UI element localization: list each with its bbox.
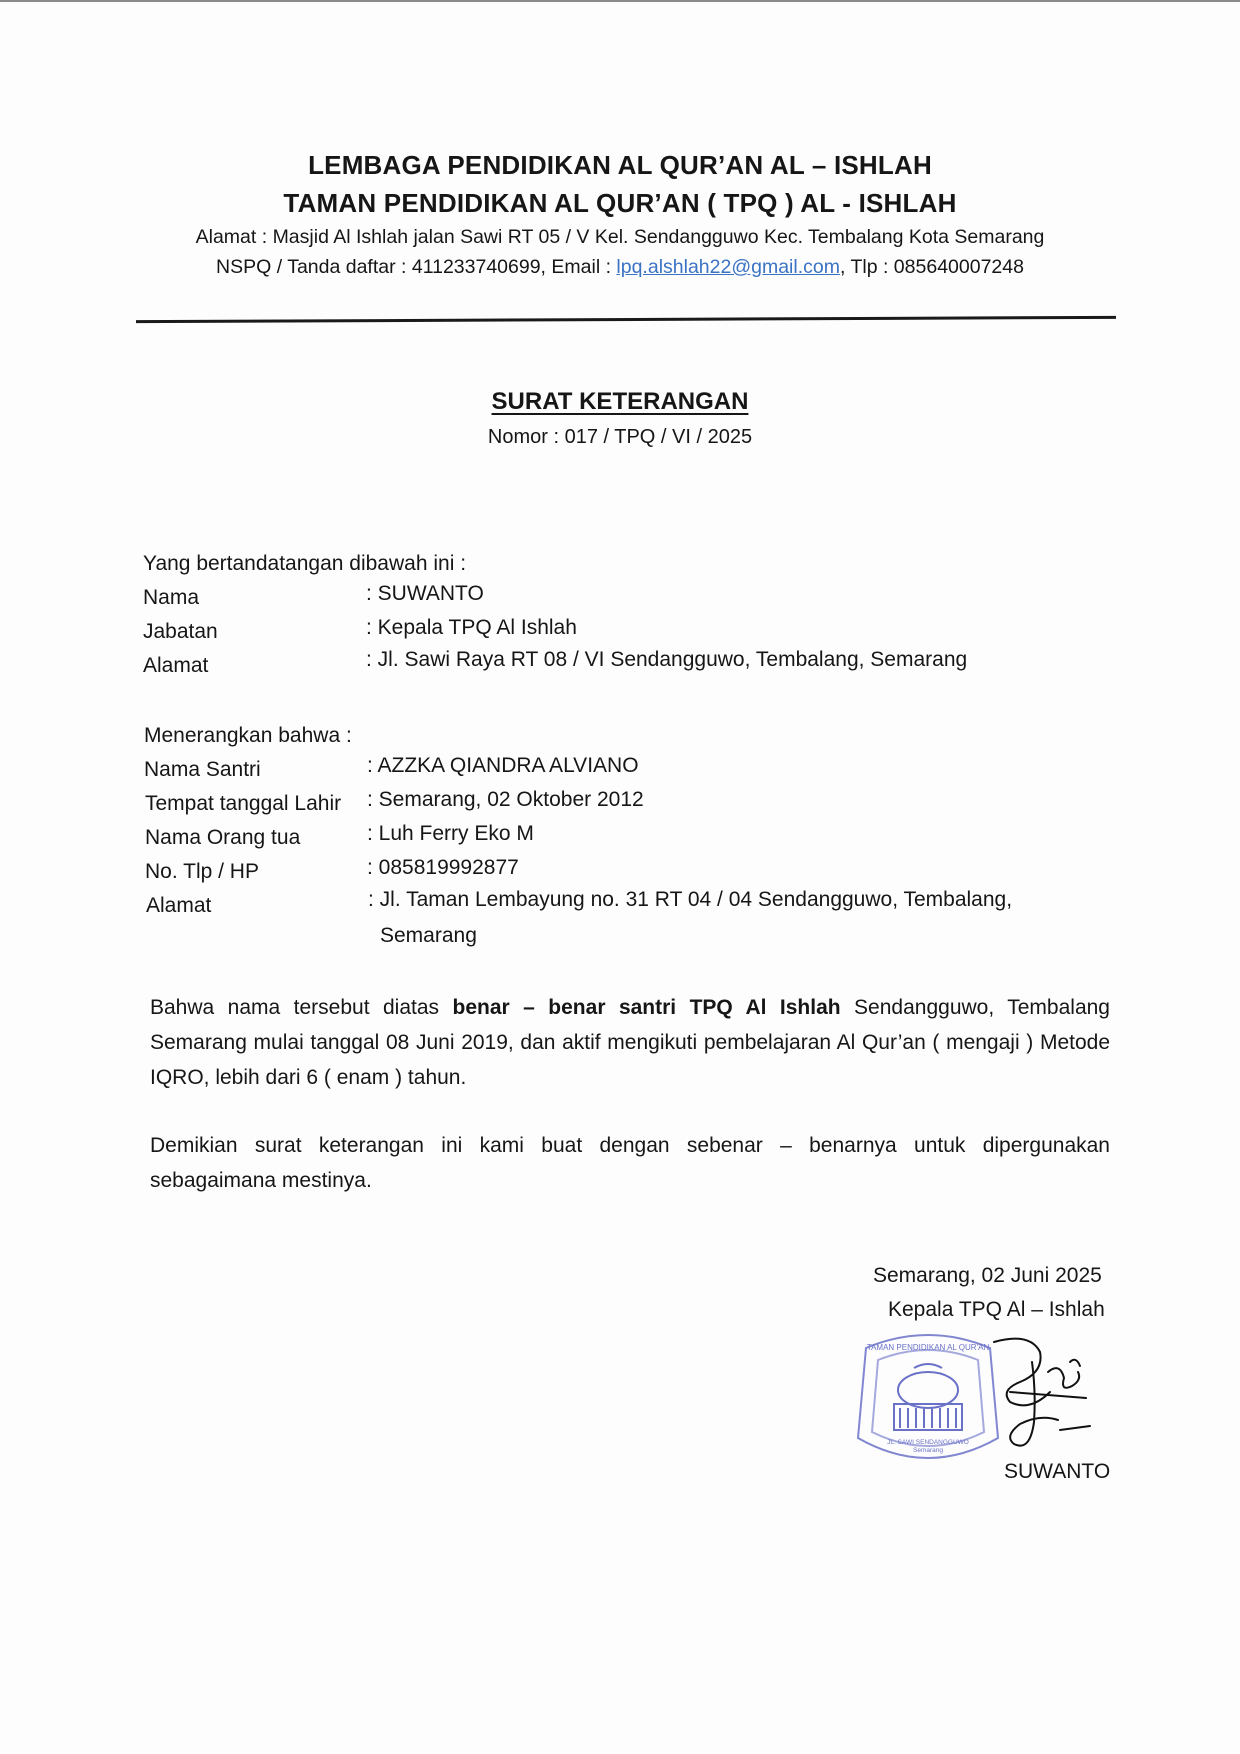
signer-intro: Yang bertandatangan dibawah ini : <box>143 552 467 575</box>
student-birth-label: Tempat tanggal Lahir <box>145 792 342 815</box>
signature-position: Kepala TPQ Al – Ishlah <box>888 1298 1105 1321</box>
student-parent-label: Nama Orang tua <box>145 826 301 849</box>
stamp-city-text: Semarang <box>913 1447 943 1454</box>
signature-place-date: Semarang, 02 Juni 2025 <box>873 1264 1102 1287</box>
student-birth-value: : Semarang, 02 Oktober 2012 <box>367 788 644 811</box>
student-phone-label: No. Tlp / HP <box>145 860 259 883</box>
student-phone-value: : 085819992877 <box>367 856 519 879</box>
signer-address-value: : Jl. Sawi Raya RT 08 / VI Sendangguwo, Tembalang, Semarang <box>366 648 968 671</box>
letterhead-address: Alamat : Masjid Al Ishlah jalan Sawi RT 05 / V Kel. Sendangguwo Kec. Tembalang Kota Semarang <box>195 226 1045 248</box>
scan-edge-line <box>0 0 1240 2</box>
statement-paragraph: Bahwa nama tersebut diatas benar – benar santri TPQ Al Ishlah Sendangguwo, Tembalang Semarang mulai tanggal 08 Juni 2019, dan aktif mengikuti pembelajaran Al Qur’an ( mengaji ) Metode IQRO, lebih dari 6 ( enam ) tahun. <box>150 996 1110 1089</box>
student-address-value: : Jl. Taman Lembayung no. 31 RT 04 / 04 Sendangguwo, Tembalang, <box>368 888 1013 911</box>
signer-address-label: Alamat <box>143 654 209 677</box>
letterhead-contact <box>0 256 1240 279</box>
stamp-top-text: TAMAN PENDIDIKAN AL QUR'AN <box>866 1343 990 1352</box>
letter-title: SURAT KETERANGAN <box>491 388 749 415</box>
contact-suffix: , Tlp : 085640007248 <box>839 256 1024 278</box>
letterhead-institution: LEMBAGA PENDIDIKAN AL QUR’AN AL – ISHLAH <box>308 150 932 180</box>
signer-printed-name: SUWANTO <box>1004 1460 1111 1483</box>
student-intro: Menerangkan bahwa : <box>144 724 352 747</box>
letter-number: Nomor : 017 / TPQ / VI / 2025 <box>487 426 753 448</box>
closing-paragraph: Demikian surat keterangan ini kami buat dengan sebenar – benarnya untuk dipergunakan sebagaimana mestinya. <box>150 1134 1110 1192</box>
handwritten-signature <box>990 1332 1100 1472</box>
school-stamp-seal <box>848 1328 1008 1478</box>
student-name-value: : AZZKA QIANDRA ALVIANO <box>367 754 639 777</box>
signer-name-value: : SUWANTO <box>366 582 484 605</box>
student-address-cont: Semarang <box>380 924 477 947</box>
signer-position-label: Jabatan <box>143 620 218 643</box>
statement-emphasis: benar – benar santri TPQ Al Ishlah <box>452 996 841 1019</box>
signer-name-label: Nama <box>143 586 200 609</box>
signer-position-value: : Kepala TPQ Al Ishlah <box>366 616 577 639</box>
letterhead-school: TAMAN PENDIDIKAN AL QUR’AN ( TPQ ) AL - ISHLAH <box>283 188 957 218</box>
student-address-label: Alamat <box>146 894 212 917</box>
stamp-bottom-text: JL. SAWI SENDANGGUWO <box>887 1439 969 1446</box>
email-link[interactable]: lpq.alshlah22@gmail.com <box>616 256 840 278</box>
contact-prefix: NSPQ / Tanda daftar : 411233740699, Email : <box>216 256 617 278</box>
letterhead-divider <box>136 316 1116 323</box>
student-parent-value: : Luh Ferry Eko M <box>367 822 534 845</box>
student-name-label: Nama Santri <box>144 758 261 781</box>
